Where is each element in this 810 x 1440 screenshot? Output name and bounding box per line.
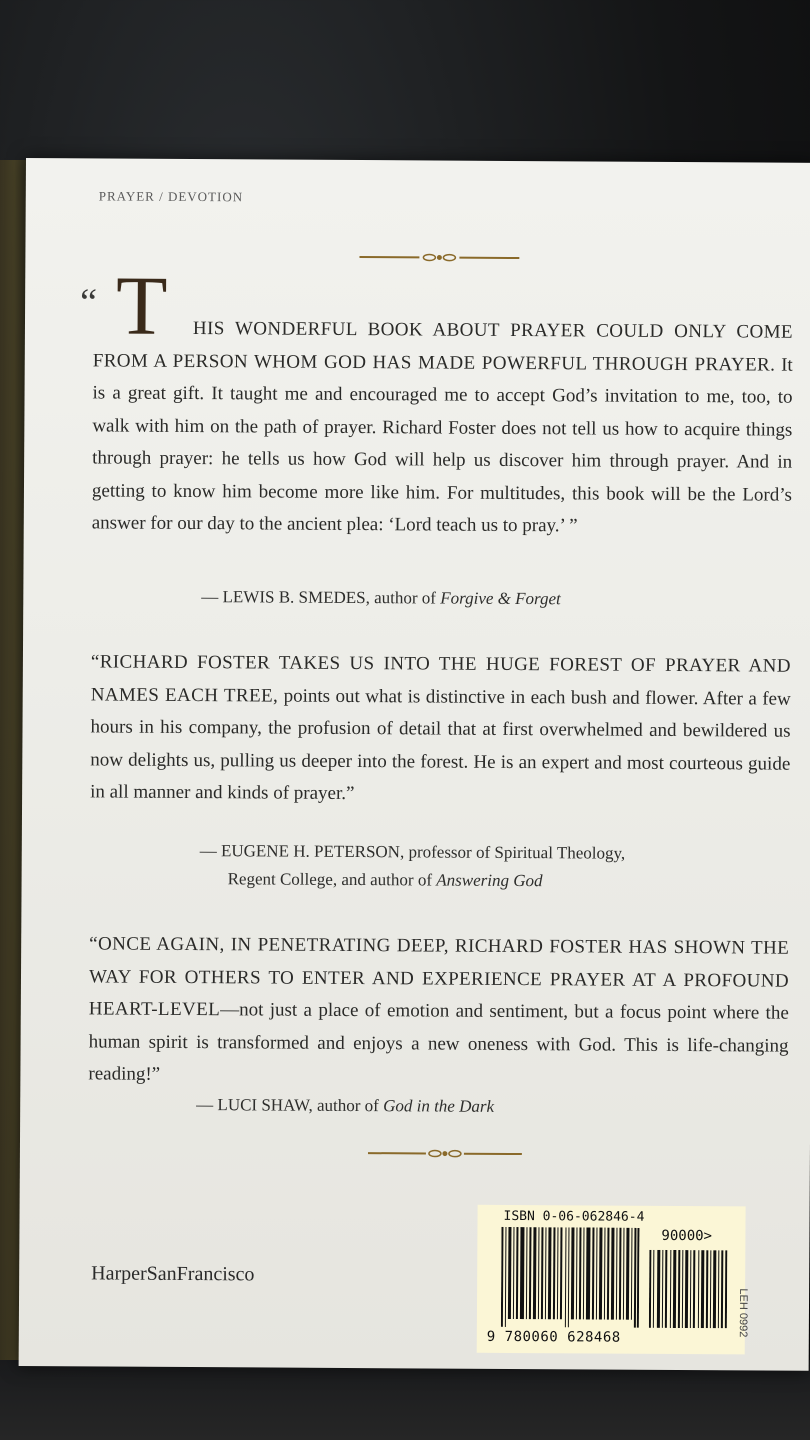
quote-peterson [90,646,791,813]
attribution-line1: — EUGENE H. PETERSON, professor of Spiritual Theology, [199,841,626,863]
quote-lead: “RICHARD FOSTER TAKES US INTO THE HUGE FOREST OF PRAYER AND NAMES EACH TREE, [90,651,791,707]
barcode-number: 9 780060 628468 [486,1328,621,1346]
book-back-cover [19,158,810,1371]
quote-body: It is a great gift. It taught me and encouraged me to accept God’s invitation to me, too, to walk with him on the path of prayer. Richard Foster does not tell us how to acquire things through prayer: he tells us how God will help us discover him through prayer. And in getting to know him become more like him. For multitudes, this book will be the Lord’s answer for our day to the ancient plea: ‘Lord teach us to pray.’ ” [91,354,793,537]
ornament-top [359,252,519,263]
price-code: 90000> [661,1227,713,1245]
background-fabric-bottom [0,1360,810,1440]
attribution-title: Answering God [436,870,543,891]
barcode-addon [649,1250,727,1328]
attribution-title: Forgive & Forget [440,588,561,609]
attribution-name: — LEWIS B. SMEDES, author of [201,587,441,608]
open-quote-mark: “ [79,281,98,324]
attribution-title: God in the Dark [383,1096,495,1116]
barcode-main [501,1227,640,1328]
ornament-bottom [368,1148,522,1159]
quote-shaw [88,928,789,1095]
quote-body: points out what is distinctive in each bush and flower. After a few hours in his company, the profusion of detail that at first overwhelmed and bewildered us now delights us, pulling us deeper into the forest. He is an expert and most courteous guide in all manner and kinds of prayer.” [90,685,791,805]
quote-lead: HIS WONDERFUL BOOK ABOUT PRAYER COULD ONLY COME FROM A PERSON WHOM GOD HAS MADE POWERFUL THROUGH PRAYER. [92,318,794,376]
attribution-name: — LUCI SHAW, author of [196,1095,384,1116]
attribution-line2: Regent College, and author of [227,869,437,890]
quote-smedes [92,312,793,544]
dropcap-letter: T [115,259,168,353]
publisher-name: HarperSanFrancisco [91,1262,255,1286]
category-label: PRAYER / DEVOTION [98,188,244,205]
isbn-label: ISBN 0-06-062846-4 [503,1208,645,1225]
barcode-panel [477,1205,746,1355]
quote-lead: “ONCE AGAIN, IN PENETRATING DEEP, RICHARD FOSTER HAS SHOWN THE WAY FOR OTHERS TO ENTER AND EXPERIENCE PRAYER AT A PROFOUND HEART-LEVEL [88,933,790,1021]
attribution-peterson [200,837,626,896]
attribution-shaw [196,1091,494,1121]
quote-body: —not just a place of emotion and sentiment, but a focus point where the human spirit is transformed and enjoys a new oneness with God. This is life-changing reading!” [88,999,789,1085]
print-code: LEH 0992 [736,1288,750,1338]
attribution-smedes [201,583,561,613]
